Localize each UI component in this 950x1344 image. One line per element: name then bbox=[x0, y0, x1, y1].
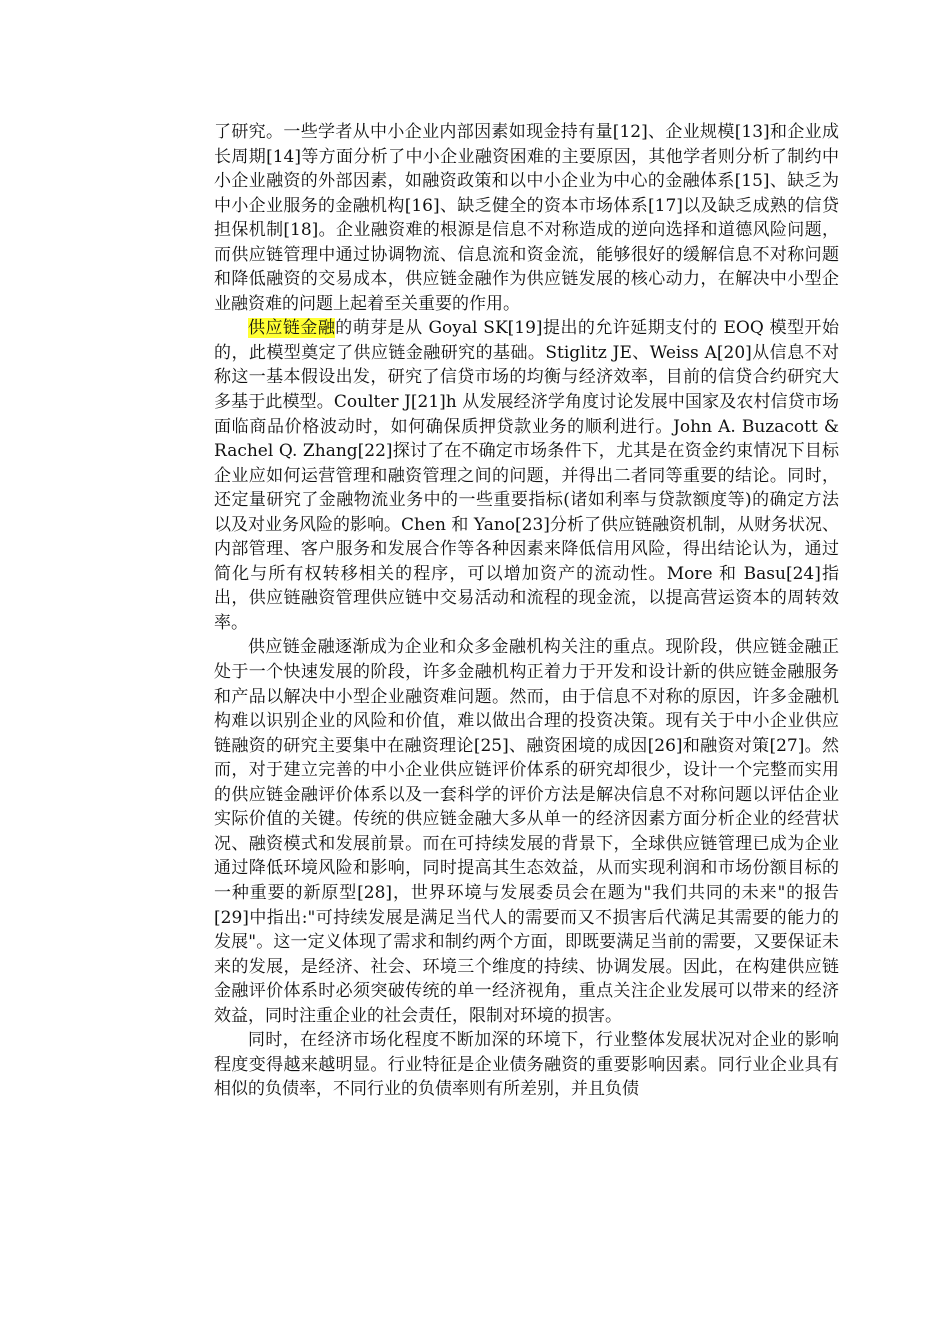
highlighted-term: 供应链金融 bbox=[248, 318, 336, 339]
document-page bbox=[214, 120, 839, 1102]
paragraph-2-text: 的萌芽是从 Goyal SK[19]提出的允许延期支付的 EOQ 模型开始的，此模型奠定了供应链金融研究的基础。Stiglitz JE、Weiss A[20]从信息不对称这一基本假设出发，研究了信贷市场的均衡与经济效率，目前的信贷合约研究大多基于此模型。Coulter J[21]h 从发展经济学角度讨论发展中国家及农村信贷市场面临商品价格波动时，如何确保质押贷款业务的顺利进行。John A. Buzacott & Rachel Q. Zhang[22]探讨了在不确定市场条件下，尤其是在资金约束情况下目标企业应如何运营管理和融资管理之间的问题，并得出二者同等重要的结论。同时，还定量研究了金融物流业务中的一些重要指标(诸如利率与贷款额度等)的确定方法以及对业务风险的影响。Chen 和 Yano[23]分析了供应链融资机制，从财务状况、内部管理、客户服务和发展合作等各种因素来降低信用风险，得出结论认为，通过简化与所有权转移相关的程序，可以增加资产的流动性。More 和 Basu[24]指出，供应链融资管理供应链中交易活动和流程的现金流，以提高营运资本的周转效率。 bbox=[214, 318, 839, 633]
paragraph-3: 供应链金融逐渐成为企业和众多金融机构关注的重点。现阶段，供应链金融正处于一个快速发展的阶段，许多金融机构正着力于开发和设计新的供应链金融服务和产品以解决中小型企业融资难问题。然而，由于信息不对称的原因，许多金融机构难以识别企业的风险和价值，难以做出合理的投资决策。现有关于中小企业供应链融资的研究主要集中在融资理论[25]、融资困境的成因[26]和融资对策[27]。然而，对于建立完善的中小企业供应链评价体系的研究却很少，设计一个完整而实用的供应链金融评价体系以及一套科学的评价方法是解决信息不对称问题以评估企业实际价值的关键。传统的供应链金融大多从单一的经济因素方面分析企业的经营状况、融资模式和发展前景。而在可持续发展的背景下，全球供应链管理已成为企业通过降低环境风险和影响，同时提高其生态效益，从而实现利润和市场份额目标的一种重要的新原型[28]，世界环境与发展委员会在题为"我们共同的未来"的报告[29]中指出:"可持续发展是满足当代人的需要而又不损害后代满足其需要的能力的发展"。这一定义体现了需求和制约两个方面，即既要满足当前的需要，又要保证未来的发展，是经济、社会、环境三个维度的持续、协调发展。因此，在构建供应链金融评价体系时必须突破传统的单一经济视角，重点关注企业发展可以带来的经济效益，同时注重企业的社会责任，限制对环境的损害。 bbox=[214, 637, 839, 1026]
paragraph-2 bbox=[214, 316, 839, 635]
paragraph-1: 了研究。一些学者从中小企业内部因素如现金持有量[12]、企业规模[13]和企业成长周期[14]等方面分析了中小企业融资困难的主要原因，其他学者则分析了制约中小企业融资的外部因素，如融资政策和以中小企业为中心的金融体系[15]、缺乏为中小企业服务的金融机构[16]、缺乏健全的资本市场体系[17]以及缺乏成熟的信贷担保机制[18]。企业融资难的根源是信息不对称造成的逆向选择和道德风险问题，而供应链管理中通过协调物流、信息流和资金流，能够很好的缓解信息不对称问题和降低融资的交易成本，供应链金融作为供应链发展的核心动力，在解决中小型企业融资难的问题上起着至关重要的作用。 bbox=[214, 122, 839, 314]
paragraph-4: 同时，在经济市场化程度不断加深的环境下，行业整体发展状况对企业的影响程度变得越来越明显。行业特征是企业债务融资的重要影响因素。同行业企业具有相似的负债率，不同行业的负债率则有所差别，并且负债 bbox=[214, 1030, 839, 1100]
